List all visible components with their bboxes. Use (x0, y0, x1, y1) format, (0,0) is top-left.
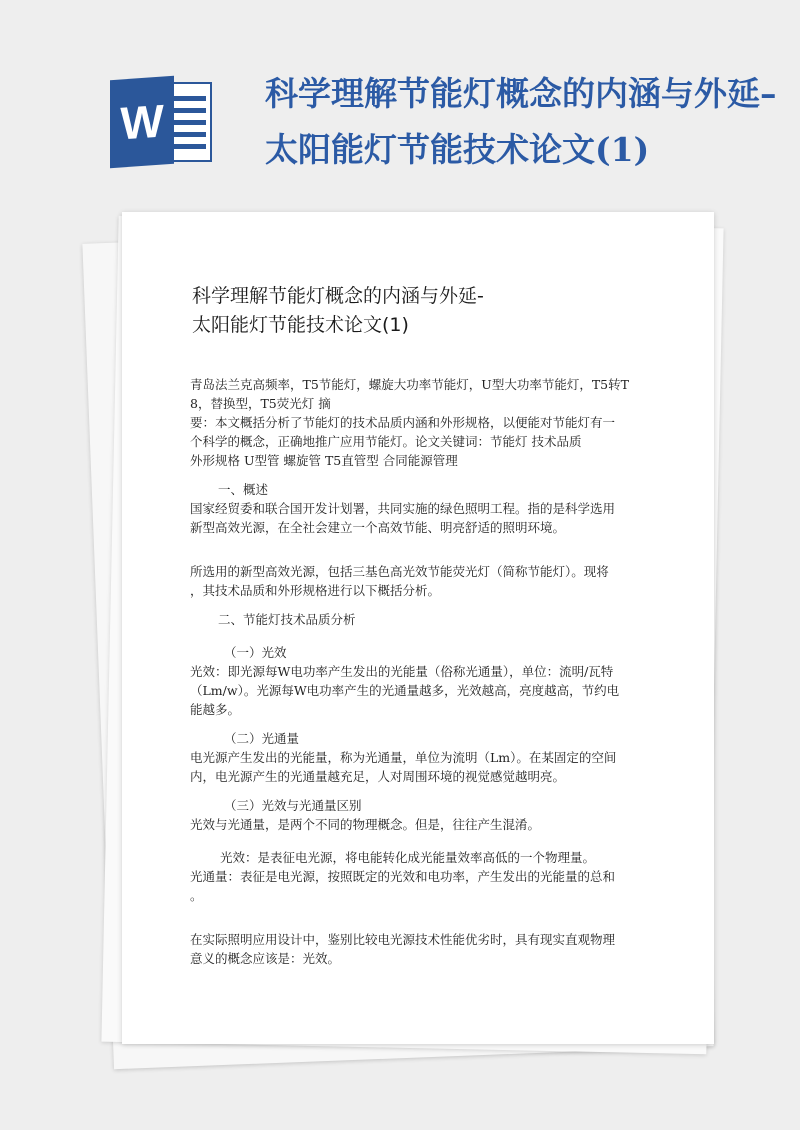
subsection-heading: （一）光效 (224, 645, 287, 660)
paragraph-line: 在实际照明应用设计中，鉴别比较电光源技术性能优劣时，具有现实直观物理 (190, 932, 616, 947)
paragraph-line: 外形规格 U型管 螺旋管 T5直管型 合同能源管理 (190, 453, 458, 468)
section-heading: 二、节能灯技术品质分析 (218, 612, 356, 627)
paragraph-line: 光效：即光源每W电功率产生发出的光能量（俗称光通量），单位：流明/瓦特 (190, 664, 614, 679)
paragraph-line: 个科学的概念，正确地推广应用节能灯。论文关键词：节能灯 技术品质 (190, 434, 582, 449)
paragraph-line: 光效与光通量，是两个不同的物理概念。但是，往往产生混淆。 (190, 817, 541, 832)
paragraph-line: 意义的概念应该是：光效。 (190, 951, 341, 966)
subsection-heading: （三）光效与光通量区别 (224, 798, 362, 813)
paragraph-line: 。 (190, 888, 203, 903)
document-title-line: 太阳能灯节能技术论文(1) (192, 314, 409, 336)
paragraph-line: 电光源产生发出的光能量，称为光通量，单位为流明（Lm）。在某固定的空间 (190, 750, 617, 765)
paragraph-line: 8，替换型，T5荧光灯 摘 (190, 396, 331, 411)
section-heading: 一、概述 (218, 482, 269, 497)
paragraph-line: 所选用的新型高效光源，包括三基色高光效节能荧光灯（简称节能灯）。现将 (190, 564, 609, 579)
paragraph-line: 要：本文概括分析了节能灯的技术品质内涵和外形规格，以便能对节能灯有一 (190, 415, 616, 430)
paragraph-line: 青岛法兰克高频率，T5节能灯，螺旋大功率节能灯，U型大功率节能灯，T5转T (190, 377, 629, 392)
paragraph-line: 光通量：表征是电光源，按照既定的光效和电功率，产生发出的光能量的总和 (190, 869, 616, 884)
page-title: 科学理解节能灯概念的内涵与外延–太阳能灯节能技术论文(1) (265, 74, 777, 169)
paragraph-line: 光效：是表征电光源，将电能转化成光能量效率高低的一个物理量。 (220, 850, 596, 865)
document-page (122, 212, 714, 1044)
paragraph-line: ，其技术品质和外形规格进行以下概括分析。 (190, 583, 441, 598)
header-banner (0, 0, 800, 210)
paragraph-line: （Lm/w）。光源每W电功率产生的光通量越多，光效越高，亮度越高，节约电 (190, 683, 620, 698)
document-title (192, 282, 652, 340)
paragraph-line: 国家经贸委和联合国开发计划署，共同实施的绿色照明工程。指的是科学选用 (190, 501, 616, 516)
document-title-line: 科学理解节能灯概念的内涵与外延- (192, 285, 484, 307)
paragraph-line: 新型高效光源，在全社会建立一个高效节能、明亮舒适的照明环境。 (190, 520, 566, 535)
subsection-heading: （二）光通量 (224, 731, 300, 746)
document-body (190, 375, 650, 968)
word-logo-letter: W (110, 76, 174, 168)
word-document-icon (104, 78, 216, 164)
paragraph-line: 内，电光源产生的光通量越充足，人对周围环境的视觉感觉越明亮。 (190, 769, 566, 784)
paragraph-line: 能越多。 (190, 702, 241, 717)
